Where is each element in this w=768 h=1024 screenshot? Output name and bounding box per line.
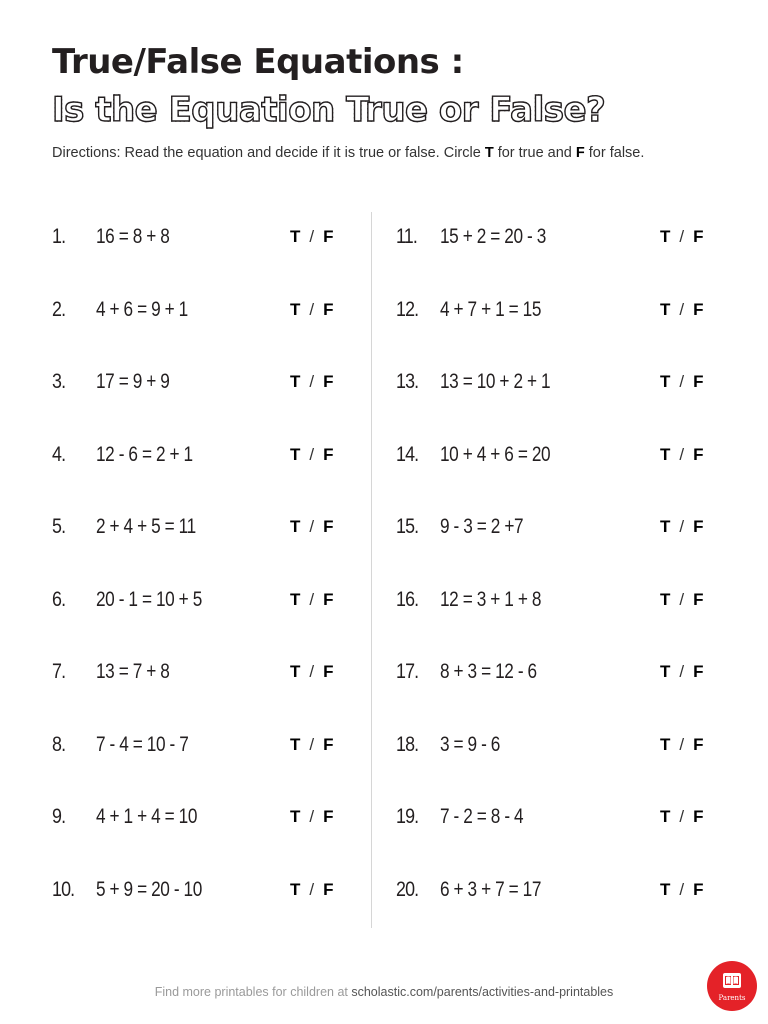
question-number: 11. — [396, 225, 417, 248]
false-option[interactable]: F — [693, 444, 704, 464]
true-option[interactable]: T — [660, 299, 671, 319]
question-number: 6. — [52, 587, 66, 611]
true-option[interactable]: T — [290, 734, 301, 754]
false-option[interactable]: F — [693, 372, 704, 391]
question-item — [52, 493, 382, 566]
question-item — [52, 421, 382, 494]
true-false-choice — [290, 662, 334, 682]
question-number: 10. — [52, 877, 75, 901]
page-subtitle: Is the Equation True or False? — [52, 90, 606, 130]
true-false-choice — [660, 517, 704, 537]
true-option[interactable]: T — [660, 227, 671, 246]
question-equation: 4 + 1 + 4 = 10 — [96, 805, 198, 828]
false-option[interactable]: F — [323, 227, 334, 246]
question-item — [52, 711, 382, 784]
question-equation: 8 + 3 = 12 - 6 — [440, 660, 537, 683]
question-number: 16. — [396, 587, 419, 611]
choice-separator: / — [309, 444, 315, 464]
choice-separator: / — [679, 227, 685, 246]
true-false-choice — [290, 227, 334, 247]
true-false-choice — [290, 880, 334, 900]
question-number: 3. — [52, 370, 66, 393]
question-equation: 12 - 6 = 2 + 1 — [96, 442, 193, 466]
question-number: 20. — [396, 877, 419, 901]
footer-prefix: Find more printables for children at — [154, 985, 352, 999]
false-option[interactable]: F — [693, 227, 704, 246]
question-item — [52, 638, 382, 711]
question-equation: 5 + 9 = 20 - 10 — [96, 877, 202, 901]
question-item — [52, 276, 382, 349]
true-false-choice — [660, 735, 704, 755]
choice-separator: / — [309, 299, 315, 319]
question-number: 18. — [396, 732, 419, 756]
true-false-choice — [660, 227, 704, 247]
question-item — [396, 711, 726, 784]
choice-separator: / — [309, 807, 315, 826]
footer — [0, 985, 768, 999]
choice-separator: / — [679, 589, 685, 609]
badge-label: Parents — [718, 994, 746, 1002]
question-item — [52, 203, 382, 276]
true-option[interactable]: T — [290, 517, 301, 536]
right-column — [396, 203, 726, 928]
directions-prefix: Directions: Read the equation and decide if it is true or false. Circle — [52, 145, 485, 161]
footer-link[interactable]: scholastic.com/parents/activities-and-printables — [351, 985, 614, 999]
true-false-choice — [660, 807, 704, 827]
choice-separator: / — [309, 227, 315, 246]
choice-separator: / — [309, 589, 315, 609]
true-option[interactable]: T — [290, 372, 301, 391]
question-item — [396, 421, 726, 494]
true-false-choice — [660, 662, 704, 682]
true-false-choice — [660, 300, 704, 320]
directions — [52, 145, 644, 161]
question-equation: 16 = 8 + 8 — [96, 225, 170, 248]
question-number: 13. — [396, 370, 419, 393]
page-title: True/False Equations : — [52, 42, 464, 82]
question-number: 17. — [396, 660, 419, 683]
question-equation: 6 + 3 + 7 = 17 — [440, 877, 542, 901]
choice-separator: / — [679, 517, 685, 536]
choice-separator: / — [309, 517, 315, 536]
directions-suffix: for false. — [584, 145, 645, 161]
true-false-choice — [290, 590, 334, 610]
question-item — [396, 203, 726, 276]
question-equation: 10 + 4 + 6 = 20 — [440, 442, 551, 466]
false-option[interactable]: F — [693, 734, 704, 754]
question-equation: 15 + 2 = 20 - 3 — [440, 225, 546, 248]
question-item — [52, 783, 382, 856]
true-false-choice — [660, 880, 704, 900]
false-option[interactable]: F — [323, 807, 334, 826]
false-option[interactable]: F — [323, 517, 334, 536]
parents-badge[interactable] — [707, 961, 757, 1011]
question-number: 9. — [52, 805, 66, 828]
directions-mid: for true and — [493, 145, 576, 161]
question-number: 19. — [396, 805, 419, 828]
false-option[interactable]: F — [323, 879, 334, 899]
true-option[interactable]: T — [660, 589, 671, 609]
false-option[interactable]: F — [693, 517, 704, 536]
question-number: 14. — [396, 442, 419, 466]
question-equation: 7 - 4 = 10 - 7 — [96, 732, 189, 756]
directions-t: T — [484, 145, 494, 161]
true-false-choice — [660, 590, 704, 610]
question-item — [52, 856, 382, 929]
true-option[interactable]: T — [290, 227, 301, 246]
true-option[interactable]: T — [660, 517, 671, 536]
question-number: 1. — [52, 225, 66, 248]
open-book-icon — [722, 972, 742, 990]
false-option[interactable]: F — [323, 444, 334, 464]
question-item — [396, 348, 726, 421]
directions-f: F — [575, 145, 585, 161]
true-option[interactable]: T — [290, 589, 301, 609]
false-option[interactable]: F — [693, 662, 704, 681]
choice-separator: / — [309, 734, 315, 754]
choice-separator: / — [309, 372, 315, 391]
true-option[interactable]: T — [660, 444, 671, 464]
false-option[interactable]: F — [323, 589, 334, 609]
true-option[interactable]: T — [660, 372, 671, 391]
question-equation: 20 - 1 = 10 + 5 — [96, 587, 202, 611]
true-option[interactable]: T — [290, 444, 301, 464]
choice-separator: / — [309, 662, 315, 681]
left-column — [52, 203, 382, 928]
true-option[interactable]: T — [290, 662, 301, 681]
true-false-choice — [290, 517, 334, 537]
choice-separator: / — [679, 662, 685, 681]
false-option[interactable]: F — [323, 734, 334, 754]
true-false-choice — [290, 445, 334, 465]
question-item — [396, 276, 726, 349]
question-equation: 7 - 2 = 8 - 4 — [440, 805, 524, 828]
true-option[interactable]: T — [660, 662, 671, 681]
question-number: 12. — [396, 297, 419, 321]
false-option[interactable]: F — [323, 299, 334, 319]
question-equation: 2 + 4 + 5 = 11 — [96, 515, 196, 538]
false-option[interactable]: F — [323, 662, 334, 681]
false-option[interactable]: F — [323, 372, 334, 391]
true-false-choice — [660, 445, 704, 465]
false-option[interactable]: F — [693, 879, 704, 899]
question-item — [396, 783, 726, 856]
true-false-choice — [290, 300, 334, 320]
true-option[interactable]: T — [660, 734, 671, 754]
true-option[interactable]: T — [290, 299, 301, 319]
choice-separator: / — [679, 879, 685, 899]
question-item — [396, 856, 726, 929]
choice-separator: / — [679, 372, 685, 391]
question-number: 5. — [52, 515, 66, 538]
true-option[interactable]: T — [290, 807, 301, 826]
choice-separator: / — [679, 299, 685, 319]
false-option[interactable]: F — [693, 807, 704, 826]
question-equation: 3 = 9 - 6 — [440, 732, 500, 756]
question-number: 7. — [52, 660, 66, 683]
question-equation: 12 = 3 + 1 + 8 — [440, 587, 542, 611]
question-item — [396, 493, 726, 566]
question-item — [52, 348, 382, 421]
true-false-choice — [290, 372, 334, 392]
true-option[interactable]: T — [660, 879, 671, 899]
question-number: 4. — [52, 442, 66, 466]
question-equation: 13 = 10 + 2 + 1 — [440, 370, 551, 393]
false-option[interactable]: F — [693, 589, 704, 609]
question-item — [396, 566, 726, 639]
question-equation: 4 + 6 = 9 + 1 — [96, 297, 188, 321]
question-equation: 9 - 3 = 2 +7 — [440, 515, 524, 538]
true-option[interactable]: T — [660, 807, 671, 826]
question-number: 8. — [52, 732, 66, 756]
false-option[interactable]: F — [693, 299, 704, 319]
true-false-choice — [660, 372, 704, 392]
question-number: 15. — [396, 515, 419, 538]
question-number: 2. — [52, 297, 66, 321]
true-false-choice — [290, 735, 334, 755]
question-equation: 13 = 7 + 8 — [96, 660, 170, 683]
choice-separator: / — [679, 444, 685, 464]
choice-separator: / — [309, 879, 315, 899]
question-item — [396, 638, 726, 711]
true-option[interactable]: T — [290, 879, 301, 899]
true-false-choice — [290, 807, 334, 827]
question-equation: 4 + 7 + 1 = 15 — [440, 297, 542, 321]
question-equation: 17 = 9 + 9 — [96, 370, 170, 393]
choice-separator: / — [679, 734, 685, 754]
choice-separator: / — [679, 807, 685, 826]
question-item — [52, 566, 382, 639]
